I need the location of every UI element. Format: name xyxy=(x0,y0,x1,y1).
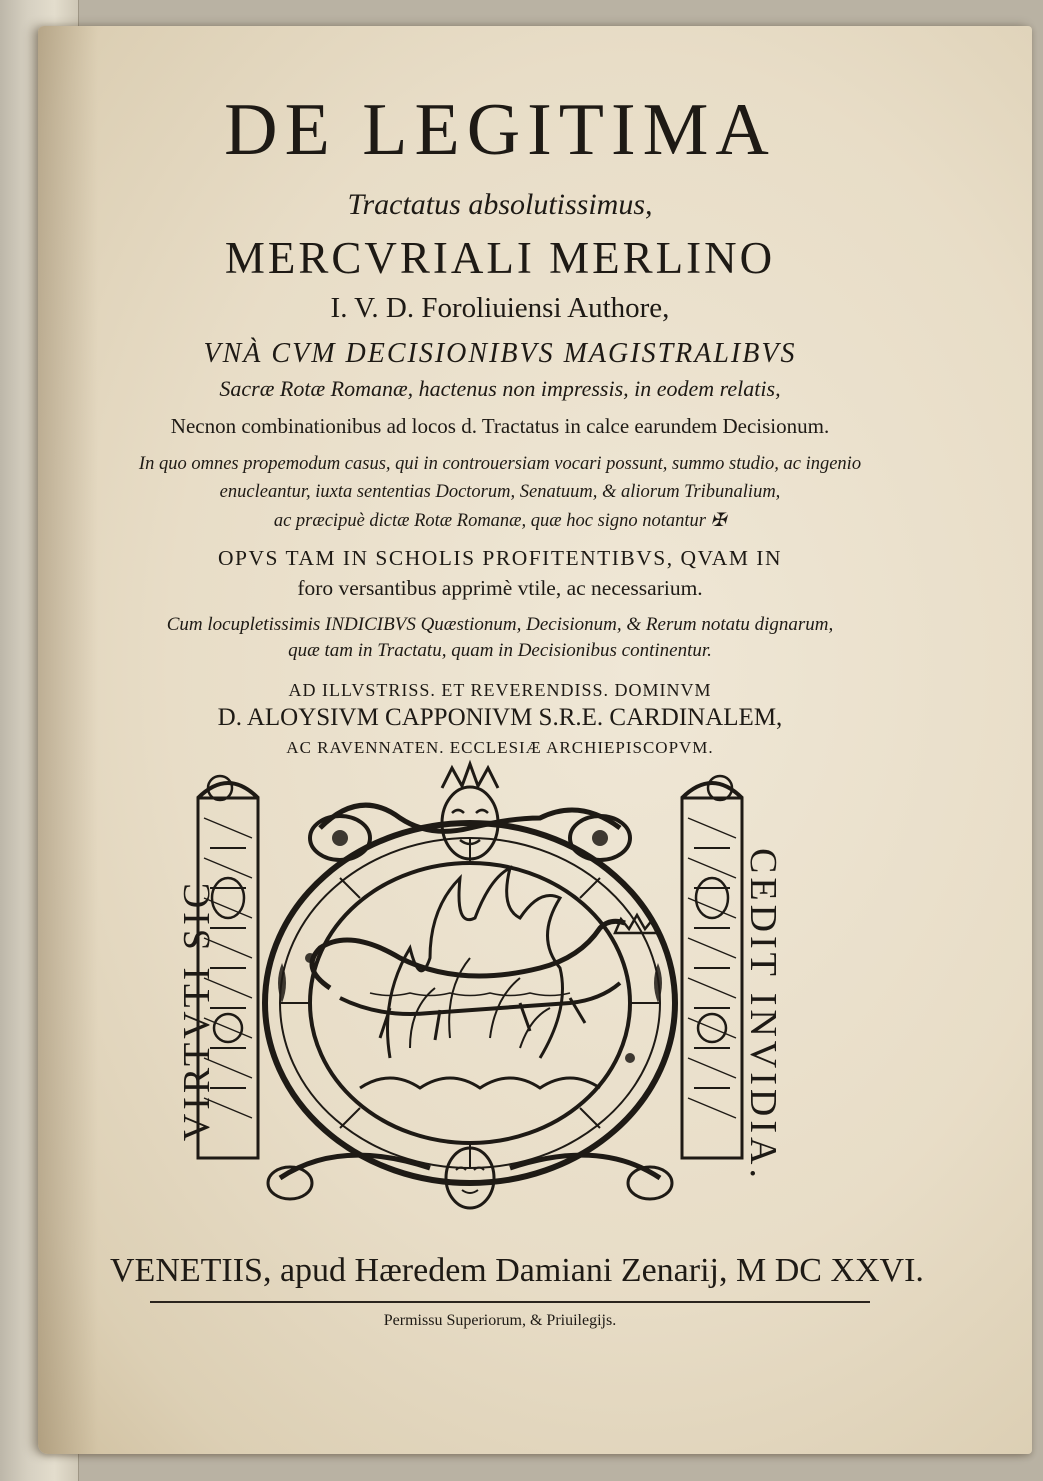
printers-device-salamander-icon xyxy=(190,758,750,1218)
dedication-line: AC RAVENNATEN. ECCLESIÆ ARCHIEPISCOPVM. xyxy=(286,738,714,757)
imprint-rule xyxy=(150,1301,870,1303)
book-subtitle: Tractatus absolutissimus, xyxy=(347,188,653,221)
description-line: In quo omnes propemodum casus, qui in controuersiam vocari possunt, summo studio, ac ingenio xyxy=(138,454,862,474)
opus-line: OPVS TAM IN SCHOLIS PROFITENTIBVS, QVAM IN xyxy=(217,546,782,570)
motto-right: CEDIT INVIDIA. xyxy=(742,848,784,1182)
combinations-line: Necnon combinationibus ad locos d. Tractatus in calce earundem Decisionum. xyxy=(170,414,830,438)
rota-line: Sacræ Rotæ Romanæ, hactenus non impressis, in eodem relatis, xyxy=(219,376,781,401)
motto-left: VIRTVTI SIC xyxy=(176,878,218,1142)
author-name: MERCVRIALI MERLINO xyxy=(224,233,776,283)
opus-line: foro versantibus apprimè vtile, ac necessarium. xyxy=(297,576,703,600)
description-line: enucleantur, iuxta sententias Doctorum, Senatuum, & aliorum Tribunalium, xyxy=(219,482,781,502)
imprint-line: VENETIIS, apud Hæredem Damiani Zenarij, M DC XXVI. xyxy=(110,1252,924,1289)
privileges-line: Permissu Superiorum, & Priuilegijs. xyxy=(383,1312,617,1329)
indices-line: quæ tam in Tractatu, quam in Decisionibus continentur. xyxy=(288,640,712,661)
author-detail: I. V. D. Foroliuiensi Authore, xyxy=(330,292,670,324)
book-title: DE LEGITIMA xyxy=(224,89,776,171)
dedication-line: D. ALOYSIVM CAPPONIVM S.R.E. CARDINALEM, xyxy=(217,704,783,731)
description-line: ac præcipuè dictæ Rotæ Romanæ, quæ hoc signo notantur ✠ xyxy=(273,511,727,531)
indices-line: Cum locupletissimis INDICIBVS Quæstionum, Decisionum, & Rerum notatu dignarum, xyxy=(166,614,834,635)
dedication-line: AD ILLVSTRISS. ET REVERENDISS. DOMINVM xyxy=(288,680,712,700)
decisions-line: VNÀ CVM DECISIONIBVS MAGISTRALIBVS xyxy=(203,338,797,369)
